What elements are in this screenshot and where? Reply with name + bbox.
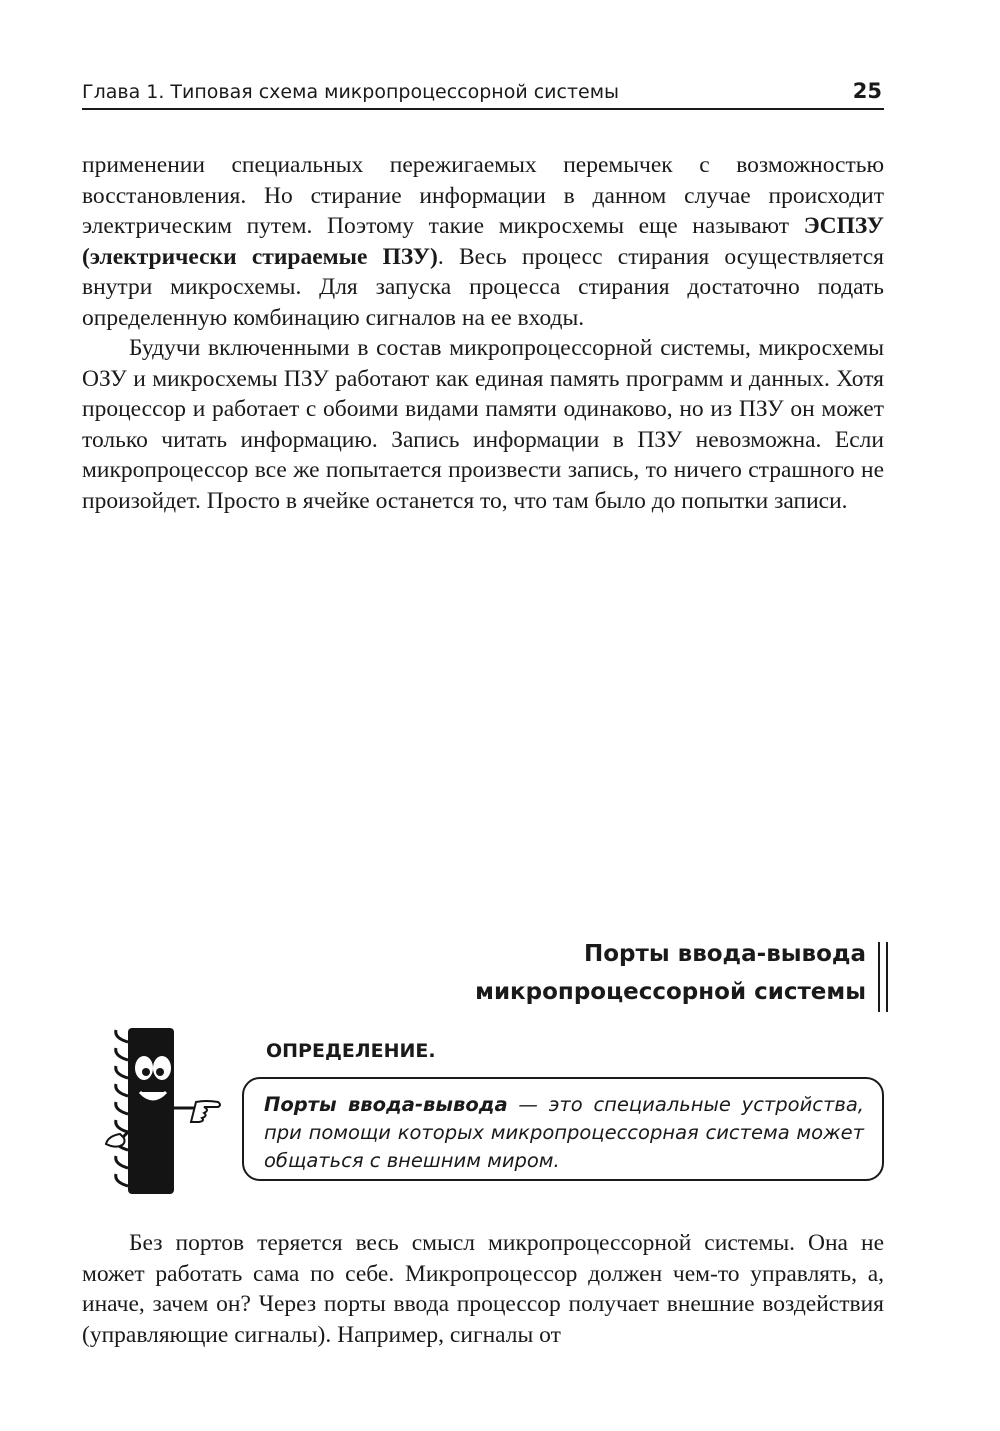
chip-mascot-icon [100, 1020, 230, 1200]
definition-label: ОПРЕДЕЛЕНИЕ. [266, 1040, 436, 1062]
page-number: 25 [852, 79, 882, 103]
paragraph-text: применении специальных пережигаемых перемычек с возможностью восстановления. Но стирание информации в данном случае происходит электрическим путем. Поэтому такие микросхемы еще называют [82, 152, 884, 239]
definition-text: — это специальные устройства, при помощи которых микропроцессорная система может общаться с внешним миром. [264, 1093, 864, 1172]
bold-term: ЭСПЗУ (электрически стираемые ПЗУ) [82, 213, 884, 270]
paragraph: Будучи включенными в состав микропроцессорной системы, микросхемы ОЗУ и микросхемы ПЗУ работают как единая память программ и данных. Хотя процессор и работает с обоими видами памяти одинаково, но из ПЗУ он может только читать информацию. Запись информации в ПЗУ невозможна. Если микропроцессор все же попытается произвести запись, то ничего страшного не произойдет. Просто в ячейке останется то, что там было до попытки записи. [82, 335, 884, 514]
definition-term: Порты ввода-вывода [264, 1093, 508, 1116]
running-header [82, 78, 884, 110]
section-heading [346, 935, 866, 1011]
top-text-block [82, 150, 884, 516]
heading-double-bar [878, 942, 888, 1012]
paragraph: Без портов теряется весь смысл микропроцессорной системы. Она не может работать сама по себе. Микропроцессор должен чем-то управлять, а, иначе, зачем он? Через порты ввода процессор получает внешние воздействия (управляющие сигналы). Например, сигналы от [82, 1230, 884, 1348]
definition-box [242, 1077, 884, 1181]
section-heading-line: микропроцессорной системы [475, 979, 866, 1005]
bottom-text-block [82, 1228, 884, 1350]
section-heading-line: Порты ввода-вывода [583, 941, 866, 967]
paragraph-text: . Весь процесс стирания осуществляется внутри микросхемы. Для запуска процесса стирания достаточно подать определенную комбинацию сигналов на ее входы. [82, 243, 884, 331]
paragraph [82, 150, 884, 333]
chapter-title: Глава 1. Типовая схема микропроцессорной системы [82, 81, 620, 103]
